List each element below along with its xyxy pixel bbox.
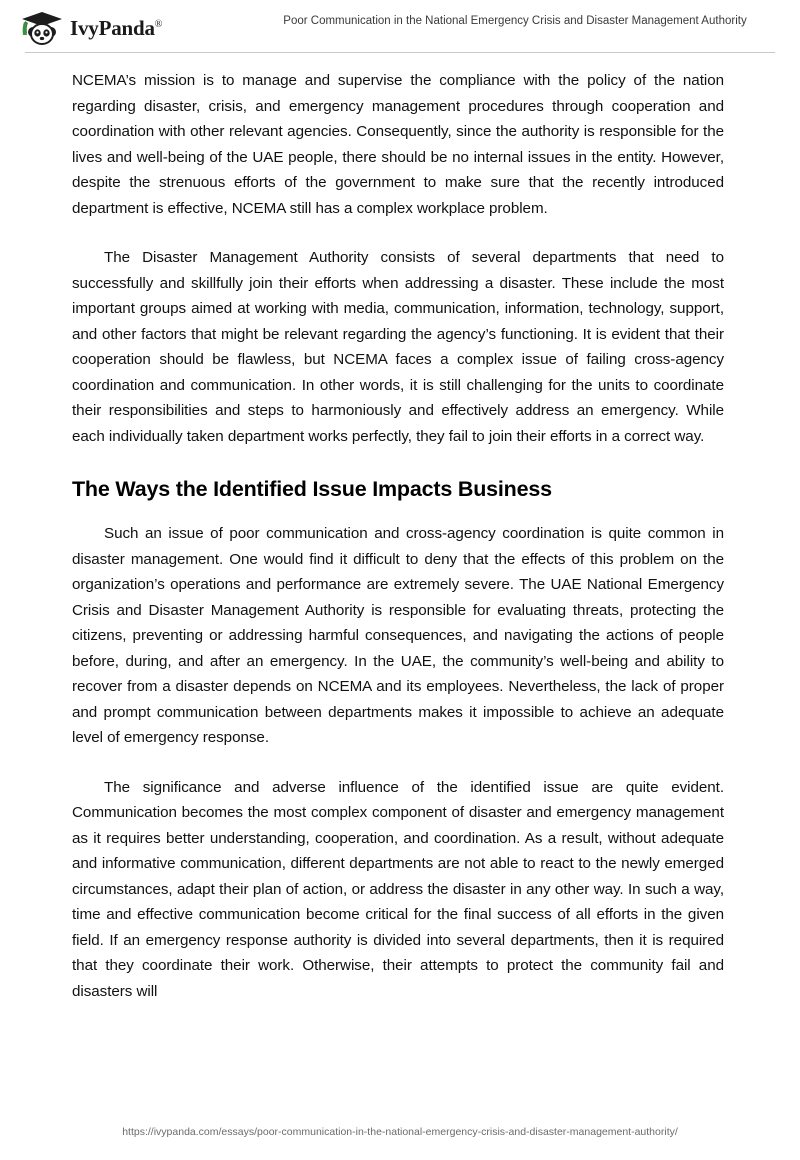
brand-logo-group[interactable] [20,10,162,46]
document-body [72,68,724,1004]
page-header [0,0,800,52]
source-url-link[interactable]: https://ivypanda.com/essays/poor-communication-in-the-national-emergency-crisis-and-disaster-management-authority/ [122,1126,678,1138]
paragraph: The significance and adverse influence of the identified issue are quite evident. Communication becomes the most complex component of disaster and emergency management as it requires better understanding, cooperation, and coordination. As a result, without adequate and informative communication, different departments are not able to react to the newly emerged circumstances, adapt their plan of action, or address the disaster in any other way. In such a way, time and effective communication become critical for the final success of all efforts in the given field. If an emergency response authority is divided into several departments, then it is required that they coordinate their work. Otherwise, their attempts to protect the community fail and disasters will [72,778,724,1000]
brand-name-text: IvyPanda [70,15,155,40]
page-footer [0,1126,800,1138]
graduation-cap-panda-logo-icon [20,10,64,46]
paragraph: NCEMA’s mission is to manage and supervise the compliance with the policy of the nation regarding disaster, crisis, and emergency management procedures through cooperation and coordination with other relevant agencies. Consequently, since the authority is responsible for the lives and well-being of the UAE people, there should be no internal issues in the entity. However, despite the strenuous efforts of the government to make sure that the recently introduced department is effective, NCEMA still has a complex workplace problem. [72,72,724,217]
paragraph: Such an issue of poor communication and cross-agency coordination is quite common in disaster management. One would find it difficult to deny that the effects of this problem on the organization’s operations and performance are extremely severe. The UAE National Emergency Crisis and Disaster Management Authority is responsible for evaluating threats, protecting the citizens, preventing or addressing harmful consequences, and navigating the actions of people before, during, and after an emergency. In the UAE, the community’s well-being and ability to recover from a disaster depends on NCEMA and its employees. Nevertheless, the lack of proper and prompt communication between departments makes it impossible to achieve an adequate level of emergency response. [72,525,724,746]
document-title: Poor Communication in the National Emergency Crisis and Disaster Management Authority [283,15,747,27]
paragraph-spacer [72,221,724,245]
brand-registered-mark: ® [154,18,163,30]
section-heading: The Ways the Identified Issue Impacts Business [72,477,552,501]
brand-name [70,16,162,41]
paragraph: The Disaster Management Authority consists of several departments that need to successfully and skillfully join their efforts when addressing a disaster. These include the most important groups aimed at working with media, communication, information, technology, support, and other factors that might be relevant regarding the agency’s functioning. It is evident that their cooperation should be flawless, but NCEMA faces a complex issue of failing cross-agency coordination and communication. In other words, it is still challenging for the units to coordinate their responsibilities and steps to harmoniously and effectively address an emergency. While each individually taken department works perfectly, they fail to join their efforts in a correct way. [72,249,724,445]
header-divider [25,52,775,53]
paragraph-spacer [72,751,724,775]
